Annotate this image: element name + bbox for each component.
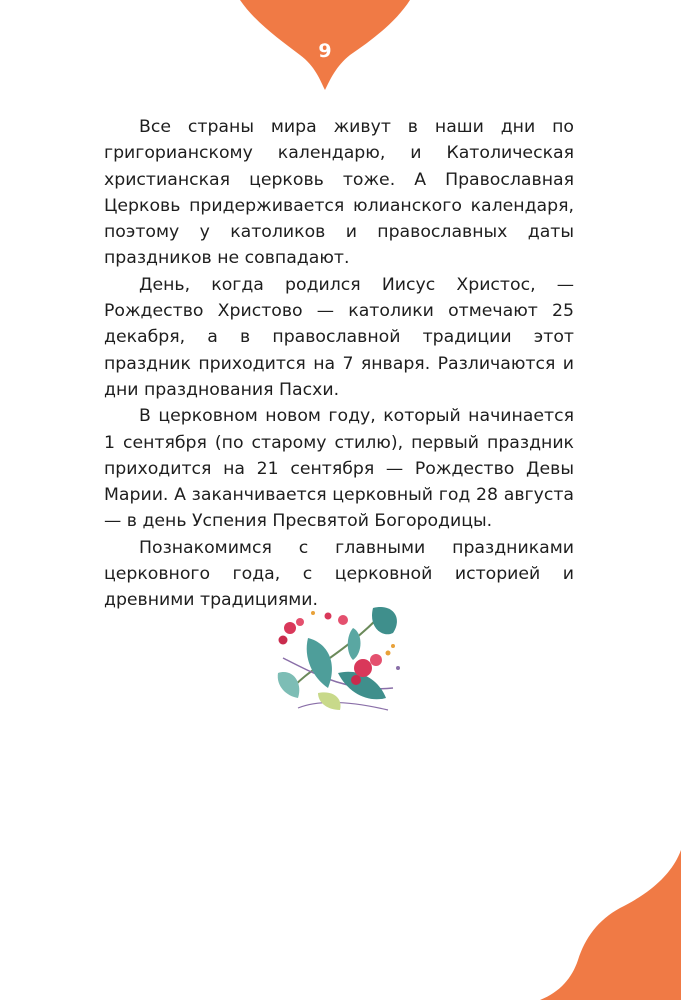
paragraph: В церковном новом году, который начинается 1 сентября (по старому стилю), первый праздник приходится на 21 сентября — Рождество Девы Марии. А заканчивается церковный год 28 августа — в день Успения Пресвятой Богородицы.: [104, 406, 574, 532]
page-number: 9: [318, 40, 332, 62]
paragraph: День, когда родился Иисус Христос, — Рождество Христово — католики отмечают 25 декабря, а в православной традиции этот праздник приходится на 7 января. Различаются и дни празднования Пасхи.: [104, 274, 574, 400]
orange-corner-wave: [540, 850, 681, 1000]
floral-ornament-icon: [268, 598, 408, 718]
paragraph: Познакомимся с главными праздниками церковного года, с церковной историей и древними традициями.: [104, 537, 574, 611]
paragraph: Все страны мира живут в наши дни по григорианскому календарю, и Католическая христианская церковь тоже. А Православная Церковь придерживается юлианского календаря, поэтому у католиков и православных даты праздников не совпадают.: [104, 117, 574, 269]
main-text: [104, 114, 574, 614]
